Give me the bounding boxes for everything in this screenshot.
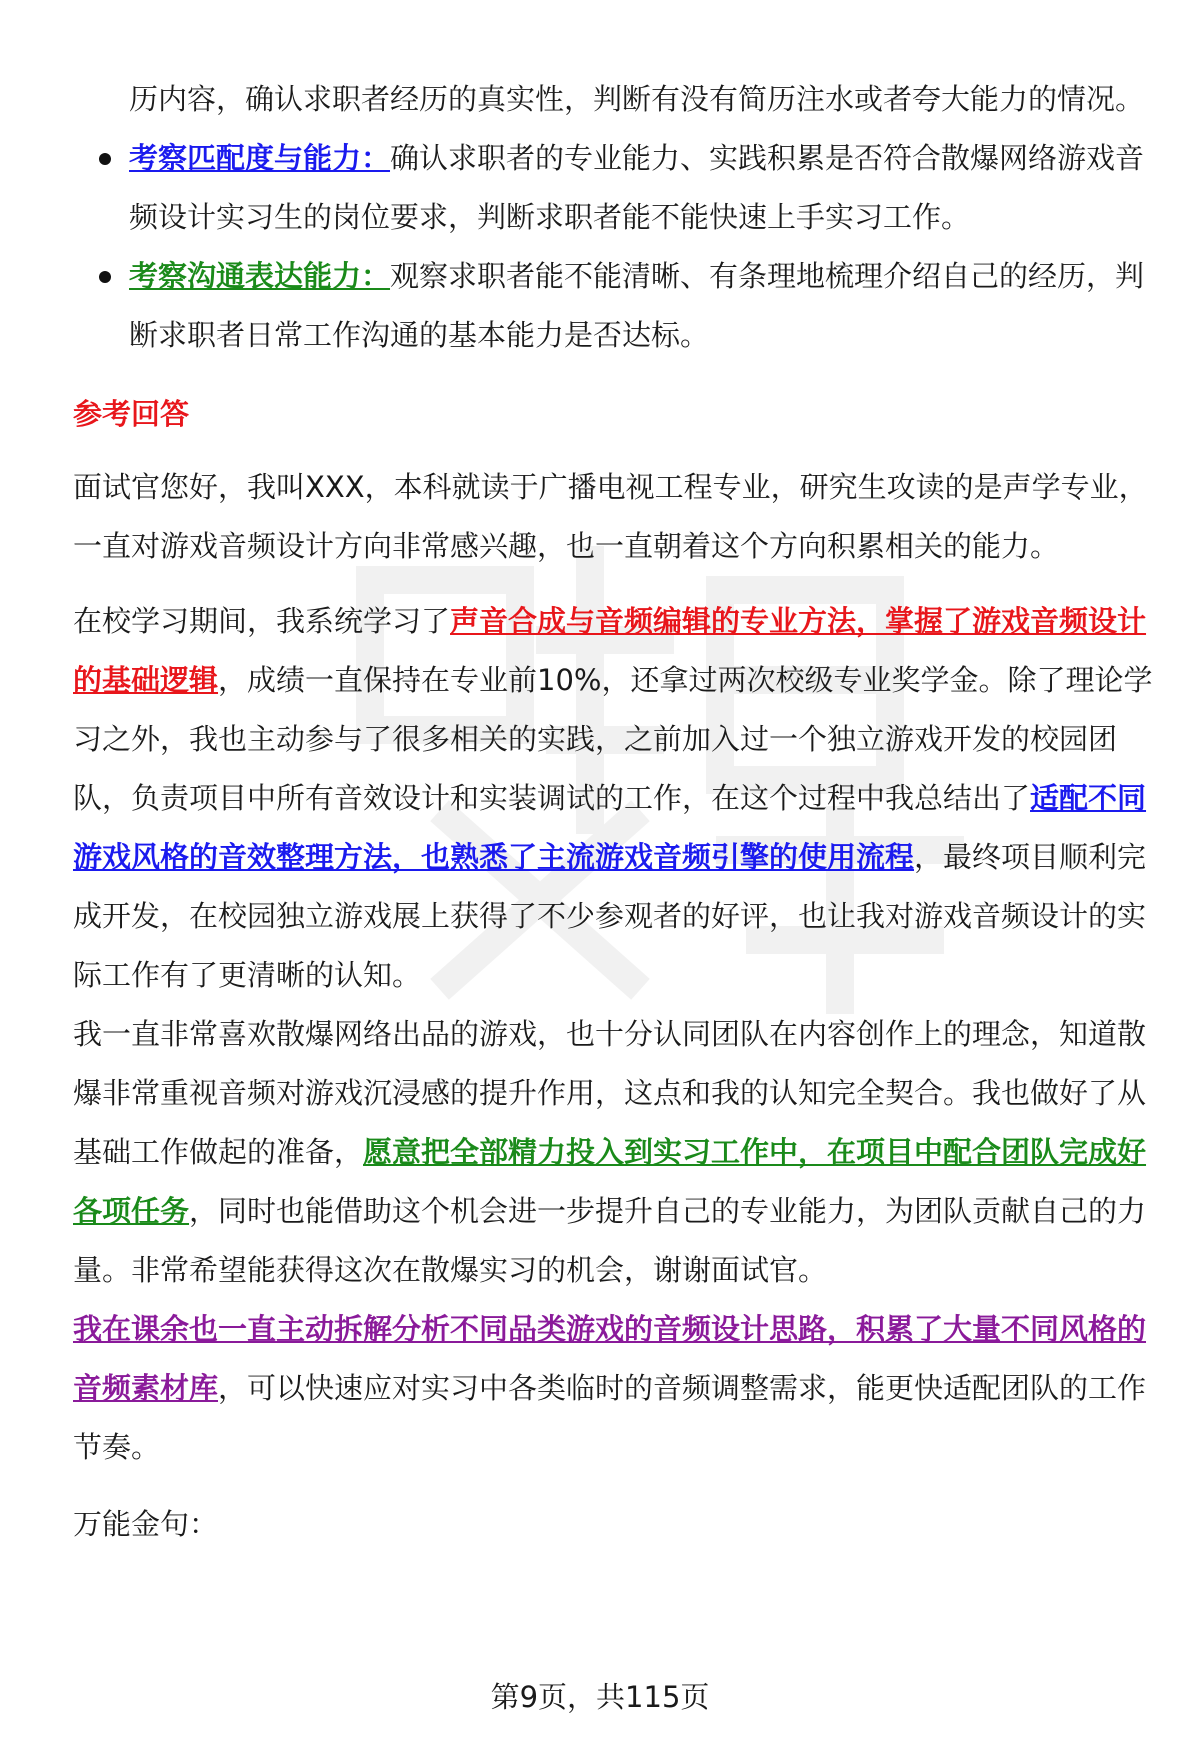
paragraph-study [73, 592, 1153, 1005]
bullet-item-communication [73, 247, 1153, 365]
paragraph-text: ，可以快速应对实习中各类临时的音频调整需求，能更快适配团队的工作节奏。 [73, 1371, 1147, 1464]
highlight-blue: 适配不同游戏风格的音效整理方法，也熟悉了主流游戏音频引擎的使用流程 [73, 781, 1147, 874]
paragraph-text: ，同时也能借助这个机会进一步提升自己的专业能力，为团队贡献自己的力量。非常希望能获得这次在散爆实习的机会，谢谢面试官。 [73, 1194, 1147, 1287]
bullet-item-matching [73, 129, 1153, 247]
highlight-purple: 我在课余也一直主动拆解分析不同品类游戏的音频设计思路，积累了大量不同风格的音频素材库 [73, 1312, 1147, 1405]
bullet-list [73, 70, 1153, 365]
paragraph-motivation [73, 1005, 1153, 1300]
bullet-item-continued [73, 70, 1153, 129]
bullet-lead: 考察沟通表达能力： [129, 259, 391, 293]
highlight-red: 声音合成与音频编辑的专业方法，掌握了游戏音频设计的基础逻辑 [73, 604, 1147, 697]
paragraph-extra [73, 1300, 1153, 1477]
paragraph-text: 我一直非常喜欢散爆网络出品的游戏，也十分认同团队在内容创作上的理念，知道散爆非常重视音频对游戏沉浸感的提升作用，这点和我的认知完全契合。我也做好了从基础工作做起的准备， [73, 1017, 1147, 1169]
paragraph-text: ，成绩一直保持在专业前10%，还拿过两次校级专业奖学金。除了理论学习之外，我也主动参与了很多相关的实践，之前加入过一个独立游戏开发的校园团队，负责项目中所有音效设计和实装调试的工作，在这个过程中我总结出了 [73, 663, 1153, 815]
main-content [73, 70, 1153, 1554]
paragraph-text: 在校学习期间，我系统学习了 [73, 604, 451, 638]
closing-label: 万能金句： [73, 1507, 219, 1541]
section-title: 参考回答 [73, 397, 190, 431]
bullet-text: 历内容，确认求职者经历的真实性，判断有没有简历注水或者夸大能力的情况。 [129, 82, 1145, 116]
paragraph-text: ，最终项目顺利完成开发，在校园独立游戏展上获得了不少参观者的好评，也让我对游戏音频设计的实际工作有了更清晰的认知。 [73, 840, 1147, 992]
bullet-lead: 考察匹配度与能力： [129, 141, 391, 175]
highlight-green: 愿意把全部精力投入到实习工作中，在项目中配合团队完成好各项任务 [73, 1135, 1147, 1228]
bullet-text: 观察求职者能不能清晰、有条理地梳理介绍自己的经历，判断求职者日常工作沟通的基本能力是否达标。 [129, 259, 1145, 352]
bullet-icon [99, 153, 111, 165]
bullet-icon [99, 271, 111, 283]
paragraph-intro: 面试官您好，我叫XXX，本科就读于广播电视工程专业，研究生攻读的是声学专业，一直对游戏音频设计方向非常感兴趣，也一直朝着这个方向积累相关的能力。 [73, 470, 1148, 563]
page-number: 第9页，共115页 [490, 1680, 710, 1714]
bullet-text: 确认求职者的专业能力、实践积累是否符合散爆网络游戏音频设计实习生的岗位要求，判断求职者能不能快速上手实习工作。 [129, 141, 1145, 234]
